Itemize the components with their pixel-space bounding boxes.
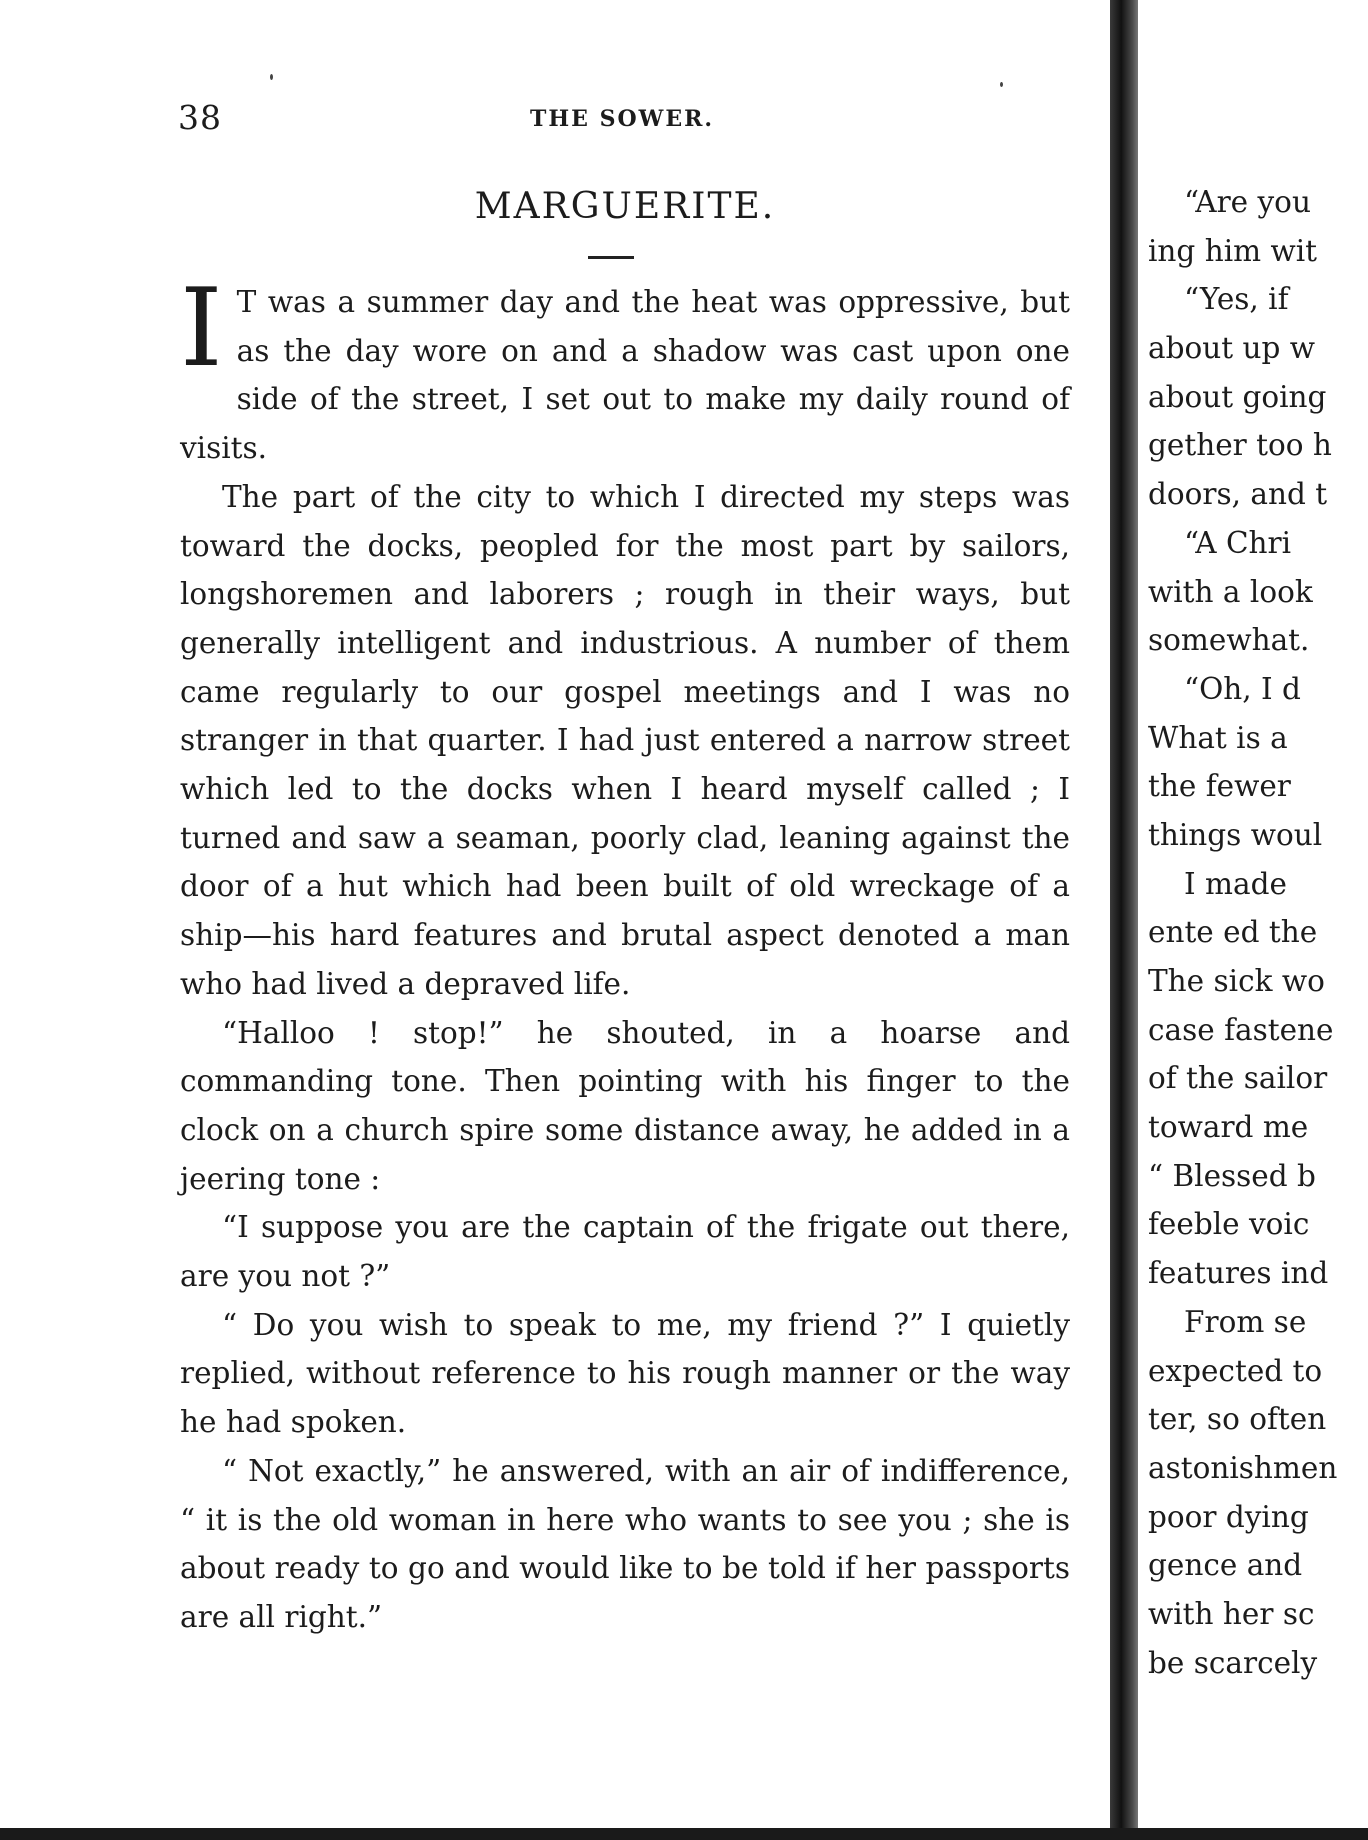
right-page-line: of the sailor (1148, 1061, 1328, 1096)
right-page-line: the fewer (1148, 769, 1291, 804)
right-page-line: about going (1148, 379, 1327, 414)
paragraph-3: “Halloo ! stop!” he shouted, in a hoarse and commanding tone. Then pointing with his finger to the clock on a church spire some distance away, he added in a jeering tone : (180, 1015, 1070, 1196)
paragraph-4: “I suppose you are the captain of the frigate out there, are you not ?” (180, 1210, 1070, 1294)
right-page-line: toward me (1148, 1110, 1309, 1145)
right-page-line: gence and (1148, 1548, 1303, 1583)
page-number: 38 (178, 98, 222, 137)
right-page-line: poor dying (1148, 1499, 1309, 1534)
right-page-line: ente ed the (1148, 915, 1318, 950)
right-page-line: ter, so often (1148, 1402, 1327, 1437)
right-page-line: What is a (1148, 720, 1288, 755)
paragraph-6: “ Not exactly,” he answered, with an air of indifference, “ it is the old woman in here who wants to see you ; she is about ready to go and would like to be told if her passports are all right.” (180, 1453, 1070, 1634)
right-page-line: “Yes, if (1184, 282, 1289, 317)
right-page-line: somewhat. (1148, 623, 1310, 658)
scan-speck (270, 74, 273, 80)
running-head: THE SOWER. (530, 106, 715, 132)
right-page-line: about up w (1148, 331, 1315, 366)
paragraph-1 (180, 266, 1070, 473)
right-page-line: feeble voic (1148, 1207, 1310, 1242)
article-body (180, 266, 1070, 1642)
right-page-line: be scarcely (1148, 1645, 1318, 1680)
right-page-line: expected to (1148, 1353, 1323, 1388)
right-page-line: with her sc (1148, 1596, 1315, 1631)
right-page-line: astonishmen (1148, 1450, 1338, 1485)
right-page-line: “Are you (1184, 185, 1311, 219)
right-page-line: doors, and t (1148, 477, 1328, 512)
right-page (1138, 0, 1368, 1840)
right-page-line: things woul (1148, 817, 1323, 852)
right-page-line: “ Blessed b (1148, 1158, 1316, 1193)
drop-cap: I (180, 266, 223, 391)
paragraph-5: “ Do you wish to speak to me, my friend ?” I quietly replied, without reference to his rough manner or the way he had spoken. (180, 1307, 1070, 1440)
right-page-line: with a look (1148, 574, 1313, 609)
paragraph-text: T was a summer day and the heat was oppressive, but as the day wore on and a shadow was cast upon one side of the street, I set out to make my daily round of visits. (180, 285, 1070, 466)
right-page-line: case fastene (1148, 1012, 1334, 1047)
book-gutter (1110, 0, 1138, 1840)
title-rule (588, 256, 634, 259)
right-page-line: ing him wit (1148, 233, 1318, 268)
right-page-line: “Oh, I d (1184, 671, 1301, 706)
right-page-line: The sick wo (1148, 964, 1325, 998)
scan-speck (1000, 82, 1003, 87)
right-page-line: I made (1184, 866, 1287, 901)
right-page-line: From se (1184, 1304, 1307, 1339)
right-page-line: features ind (1148, 1256, 1329, 1291)
right-page-line: gether too h (1148, 428, 1332, 463)
scan-edge (0, 1828, 1368, 1840)
paragraph-2: The part of the city to which I directed my steps was toward the docks, peopled for the most part by sailors, longshoremen and laborers ; rough in their ways, but generally intelligent and industrious. A number of them came regularly to our gospel meetings and I was no stranger in that quarter. I had just entered a narrow street which led to the docks when I heard myself called ; I turned and saw a seaman, poorly clad, leaning against the door of a hut which had been built of old wreckage of a ship—his hard features and brutal aspect denoted a man who had lived a depraved life. (180, 479, 1070, 1001)
right-page-line: “A Chri (1184, 525, 1292, 560)
right-page-text (1148, 178, 1368, 1687)
article-title: MARGUERITE. (474, 186, 776, 227)
